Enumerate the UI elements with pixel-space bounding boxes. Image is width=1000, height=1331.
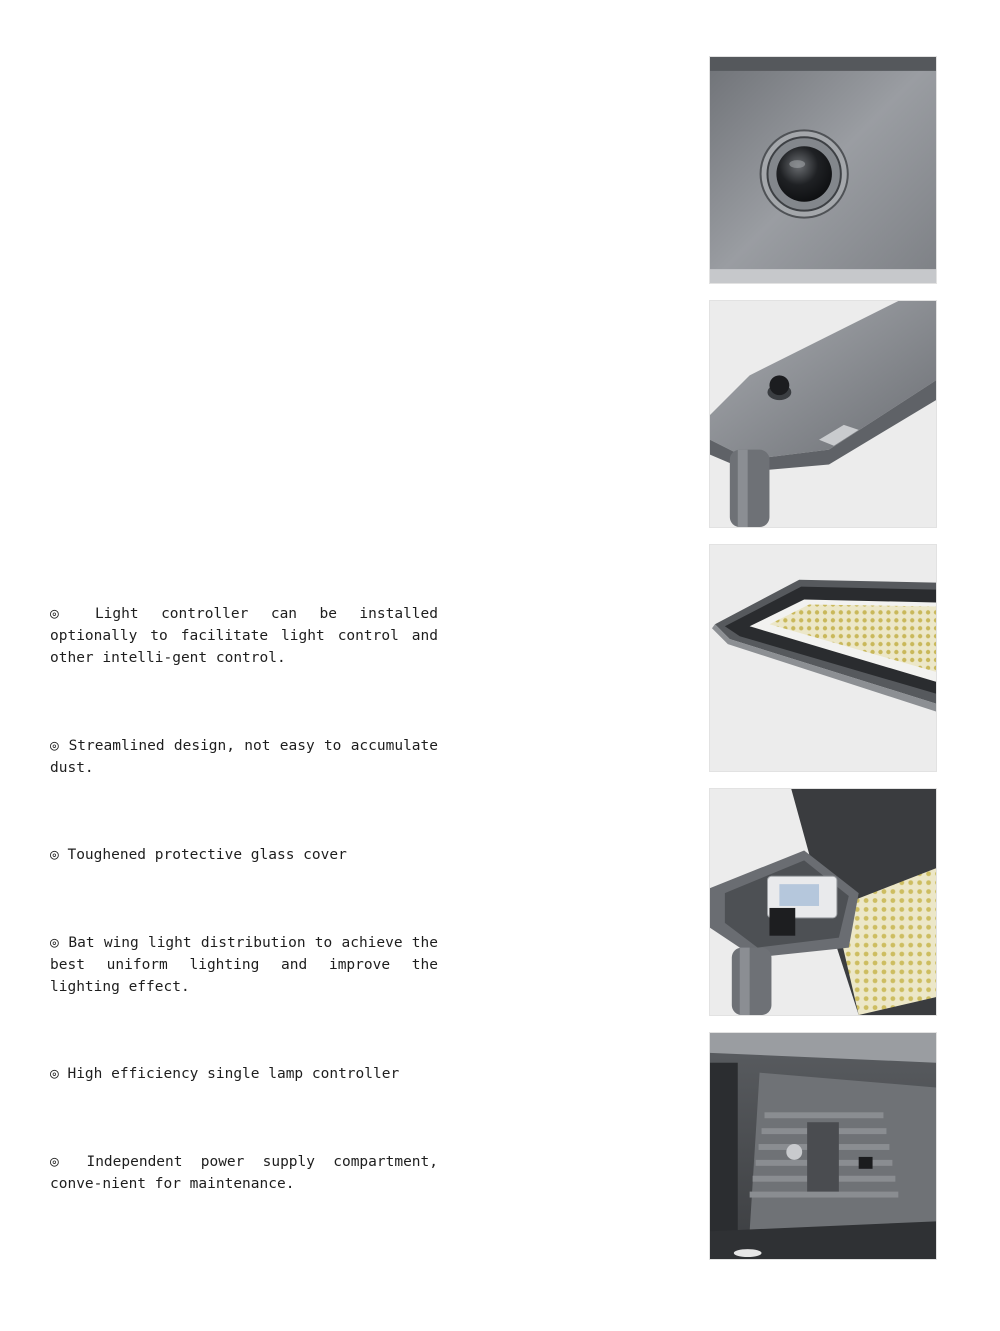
feature-streamlined-design: ◎ Streamlined design, not easy to accumulate dust. [50, 738, 438, 776]
feature-bat-wing-distribution: ◎ Bat wing light distribution to achieve the best uniform lighting and improve the lighting effect. [50, 935, 438, 995]
photo-light-controller-closeup [709, 56, 937, 284]
photo-glass-cover-led [709, 544, 937, 772]
feature-single-lamp-controller: ◎ High efficiency single lamp controller [50, 1066, 400, 1082]
photo-streamlined-lamp-head [709, 300, 937, 528]
feature-power-compartment: ◎ Independent power supply compartment, conve-nient for maintenance. [50, 1154, 438, 1192]
photo-power-compartment [709, 1032, 937, 1260]
photo-bat-wing-open-housing [709, 788, 937, 1016]
feature-light-controller: ◎ Light controller can be installed optionally to facilitate light control and other intelli-gent control. [50, 606, 438, 666]
feature-glass-cover: ◎ Toughened protective glass cover [50, 847, 347, 863]
